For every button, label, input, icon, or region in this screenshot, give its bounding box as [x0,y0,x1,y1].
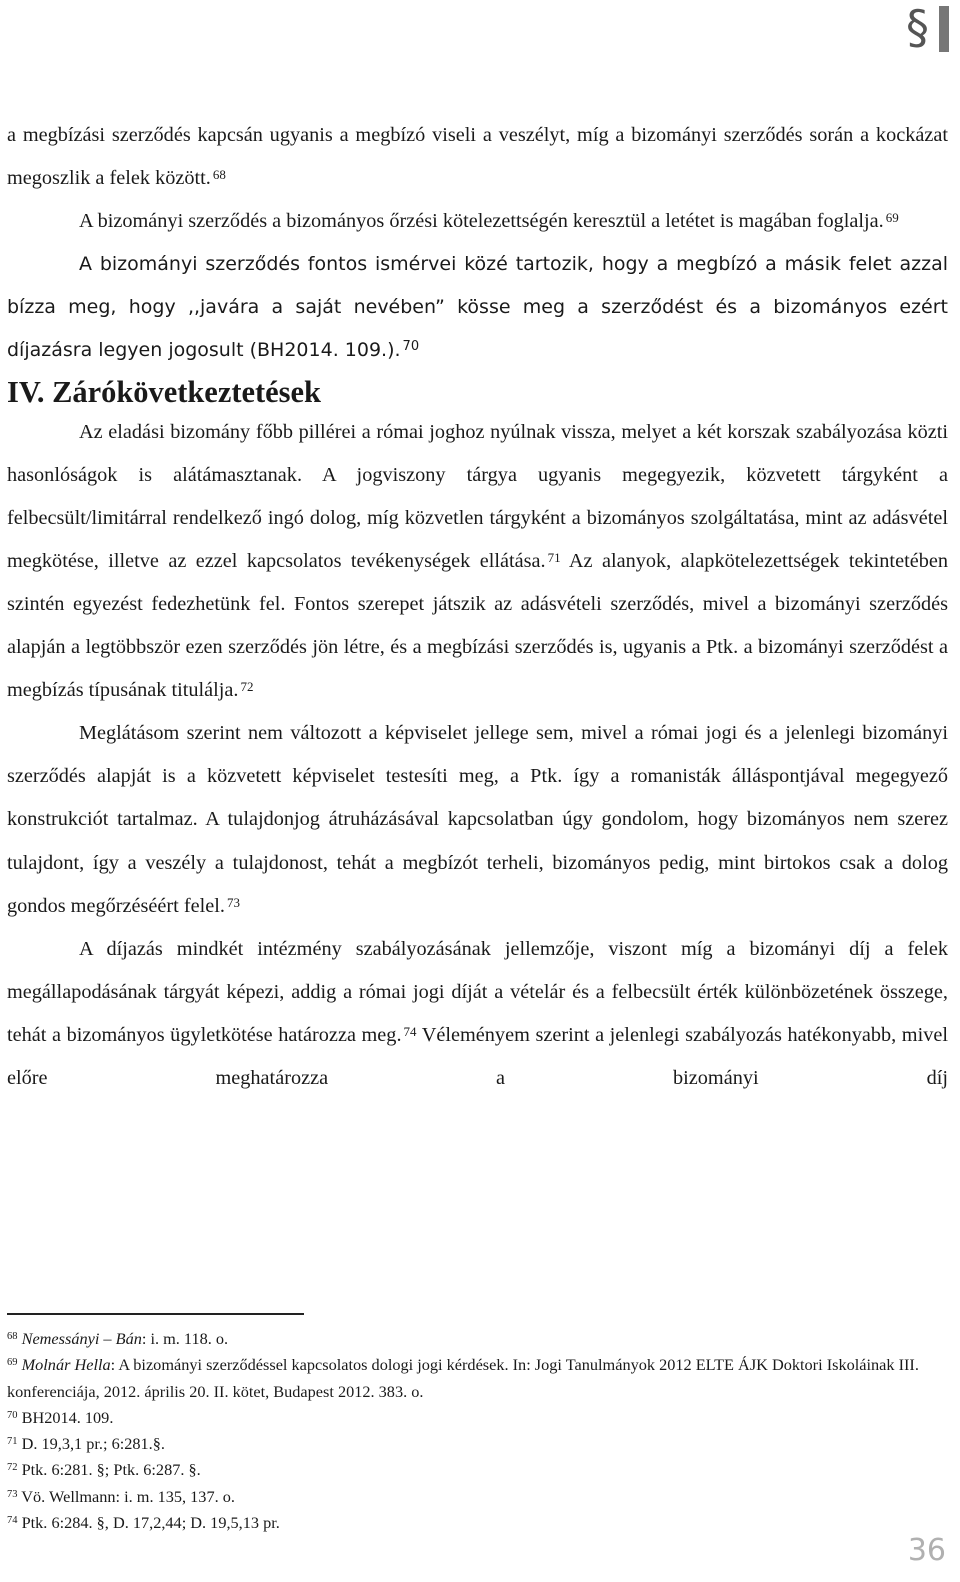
footnote-separator [7,1313,304,1315]
footnotes [7,1326,948,1536]
logo-bar [939,6,949,52]
footnote-ref-71[interactable]: 71 [547,549,561,565]
footnote-ref-74[interactable]: 74 [403,1023,417,1039]
paragraph-continuation: a megbízási szerződés kapcsán ugyanis a megbízó viseli a veszélyt, míg a bizományi szerződés során a kockázat megoszlik a felek között. $^{68}$ [7,124,948,190]
footnote-72: $^{72}$ Ptk. 6:281. §; Ptk. 6:287. §. [7,1460,201,1480]
footnote-68: $^{68}$ Nemessányi – Bán: i. m. 118. o. [7,1329,229,1348]
paragraph-conclusions-3: A díjazás mindkét intézmény szabályozásának jellemzője, viszont míg a bizományi díj a felek megállapodásának tárgyát képezi, addig a római jogi díját a vételár és a felbecsült érték különbözetének összege, tehát a bizományos ügyletkötése határozza meg. $^{74}$ Véleményem szerint a jelenlegi szabályozás hatékonyabb, mivel előre meghatározza a bizományi díj [7,937,948,1089]
paragraph-ismervei: A bizományi szerződés fontos ismérvei közé tartozik, hogy a megbízó a másik felet azzal bízza meg, hogy ,,javára a saját nevében” kösse meg a szerződést és a bizományos ezért díjazásra legyen jogosult (BH2014. 109.). $^{70}$ [7,253,948,362]
section-sign-logo [906,0,960,56]
section-heading: IV. Zárókövetkeztetések [7,374,321,409]
page-number: 36 [907,1533,946,1568]
paragraph-conclusions-1: Az eladási bizomány főbb pillérei a római joghoz nyúlnak vissza, melyet a két korszak szabályozása közti hasonlóságok is alátámasztanak. A jogviszony tárgya ugyanis megegyezik, közvetett tárgyként a felbecsült/limitárral rendelkező ingó dolog, míg közvetlen tárgyként a bizományos szolgáltatása, mint az adásvétel megkötése, illetve az ezzel kapcsolatos tevékenységek ellátása. $^{71}$ Az alanyok, alapkötelezettségek tekintetében szintén egyezést fedezhetünk fel. Fontos szerepet játszik az adásvételi szerződés, mivel a bizományi szerződés alapján a legtöbbször ezen szerződés jön létre, és a megbízási szerződés is, ugyanis a Ptk. a bizományi szerződést a megbízás típusának titulálja. $^{72}$ [7,420,948,702]
footnote-70: $^{70}$ BH2014. 109. [7,1407,114,1427]
paragraph-conclusions-2: Meglátásom szerint nem változott a képviselet jellege sem, mivel a római jogi és a jelenlegi bizományi szerződés alapját is a közvetett képviselet testesíti meg, a Ptk. így a romanisták álláspontjával megegyező konstrukciót tartalmaz. A tulajdonjog átruházásával kapcsolatban úgy gondolom, hogy bizományos nem szerez tulajdont, így a veszély a tulajdonost, tehát a megbízót terheli, bizományos pedig, mint birtokos csak a dolog gondos megőrzéséért felel. $^{73}$ [7,722,948,917]
paragraph-bizomanyi-letet: A bizományi szerződés a bizományos őrzési kötelezettségén keresztül a letétet is magában foglalja. $^{69}$ [79,210,899,233]
footnote-73: $^{73}$ Vö. Wellmann: i. m. 135, 137. o. [7,1486,235,1506]
document-body [7,114,948,1100]
footnote-ref-70[interactable]: 70 [402,339,420,355]
footnote-ref-73[interactable]: 73 [226,894,240,910]
footnote-ref-68[interactable]: 68 [212,167,226,183]
footnote-69: $^{69}$ Molnár Hella: A bizományi szerződéssel kapcsolatos dologi jogi kérdések. In: Jogi Tanulmányok 2012 ELTE ÁJK Doktori Iskoláinak III. konferenciája, 2012. április 20. II. kötet, Budapest 2012. 383. o. [7,1355,919,1401]
footnote-74: $^{74}$ Ptk. 6:284. §, D. 17,2,44; D. 19,5,13 pr. [7,1513,280,1533]
footnote-ref-72[interactable]: 72 [240,679,254,695]
footnote-71: $^{71}$ D. 19,3,1 pr.; 6:281.§. [7,1434,165,1454]
footnote-ref-69[interactable]: 69 [885,210,899,226]
section-sign-icon: § [906,0,929,54]
